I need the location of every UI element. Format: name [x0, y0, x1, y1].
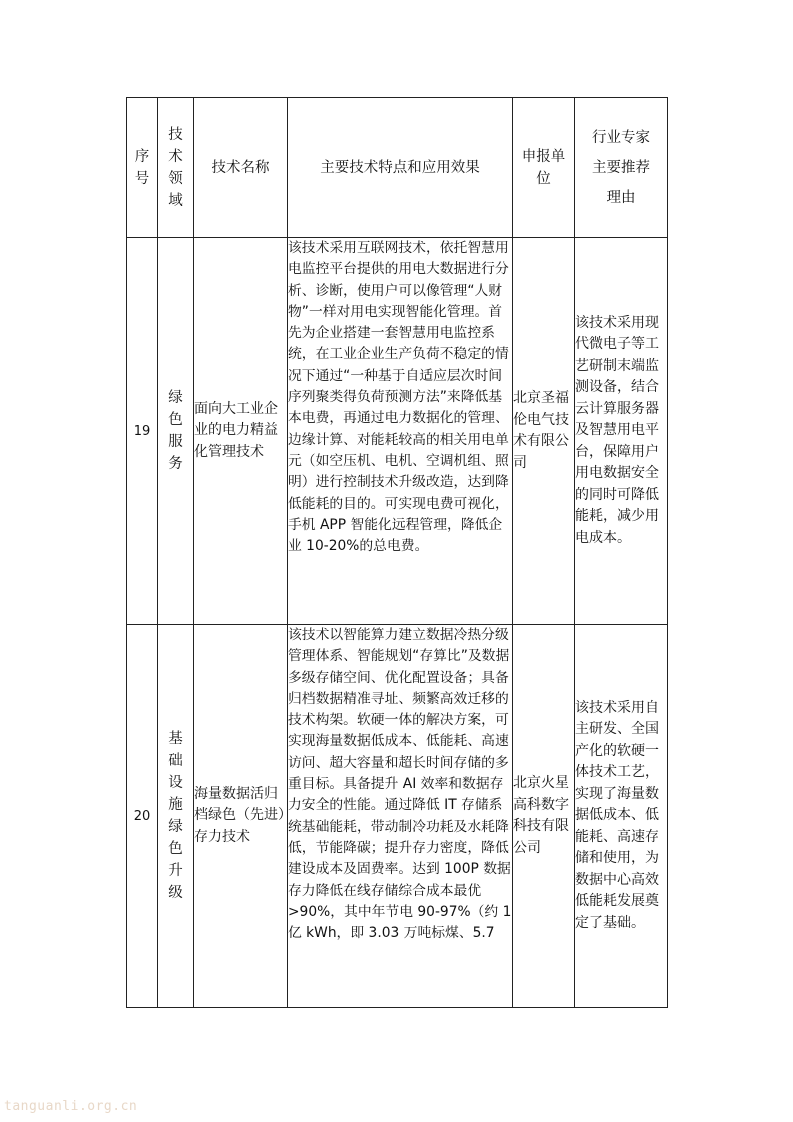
header-row: [127, 98, 668, 238]
row-features: 该技术以智能算力建立数据冷热分级管理体系、智能规划“存算比”及数据多级存储空间、优化配置设备；具备归档数据精准寻址、频繁高效迁移的技术构架。软硬一体的解决方案，可实现海量数据低成本、低能耗、高速访问、超大容量和超长时间存储的多重目标。具备提升 AI 效率和数据存力安全的性能。通过降低 IT 存储系统基础能耗，带动制冷功耗及水耗降低，节能降碳；提升存力密度，降低建设成本及固费率。达到 100P 数据存力降低在线存储综合成本最优>90%，其中年节电 90-97%（约 1 亿 kWh，即 3.03 万吨标煤、5.7: [288, 625, 513, 1008]
header-applicant: 申报单 位: [513, 98, 575, 238]
row-reason: 该技术采用现代微电子等工艺研制末端监测设备，结合云计算服务器及智慧用电平台，保障用户用电数据安全的同时可降低能耗，减少用电成本。: [575, 238, 668, 625]
row-applicant: 北京圣福伦电气技术有限公司: [513, 238, 575, 625]
table-row: [127, 238, 668, 625]
row-field: 基 础 设 施 绿 色 升 级: [158, 625, 194, 1008]
watermark: tanguanli.org.cn: [4, 1099, 138, 1114]
row-tech-name: 海量数据活归档绿色（先进）存力技术: [194, 625, 288, 1008]
header-name: 技术名称: [194, 98, 288, 238]
header-field: 技 术 领 域: [158, 98, 194, 238]
table-row: [127, 625, 668, 1008]
row-index: 19: [127, 238, 158, 625]
row-features: 该技术采用互联网技术，依托智慧用电监控平台提供的用电大数据进行分析、诊断，使用户可以像管理“人财物”一样对用电实现智能化管理。首先为企业搭建一套智慧用电监控系统，在工业企业生产负荷不稳定的情况下通过“一种基于自适应层次时间序列聚类得负荷预测方法”来降低基本电费，再通过电力数据化的管理、边缘计算、对能耗较高的相关用电单元（如空压机、电机、空调机组、照明）进行控制技术升级改造，达到降低能耗的目的。可实现电费可视化，手机 APP 智能化远程管理，降低企业 10-20%的总电费。: [288, 238, 513, 625]
header-features: 主要技术特点和应用效果: [288, 98, 513, 238]
header-index: 序 号: [127, 98, 158, 238]
row-index: 20: [127, 625, 158, 1008]
technology-table: [126, 97, 668, 1008]
row-tech-name: 面向大工业企业的电力精益化管理技术: [194, 238, 288, 625]
row-reason: 该技术采用自主研发、全国产化的软硬一体技术工艺，实现了海量数据低成本、低能耗、高速存储和使用，为数据中心高效低能耗发展奠定了基础。: [575, 625, 668, 1008]
row-field: 绿 色 服 务: [158, 238, 194, 625]
header-reason: 行业专家 主要推荐 理由: [575, 98, 668, 238]
row-applicant: 北京火星高科数字科技有限公司: [513, 625, 575, 1008]
